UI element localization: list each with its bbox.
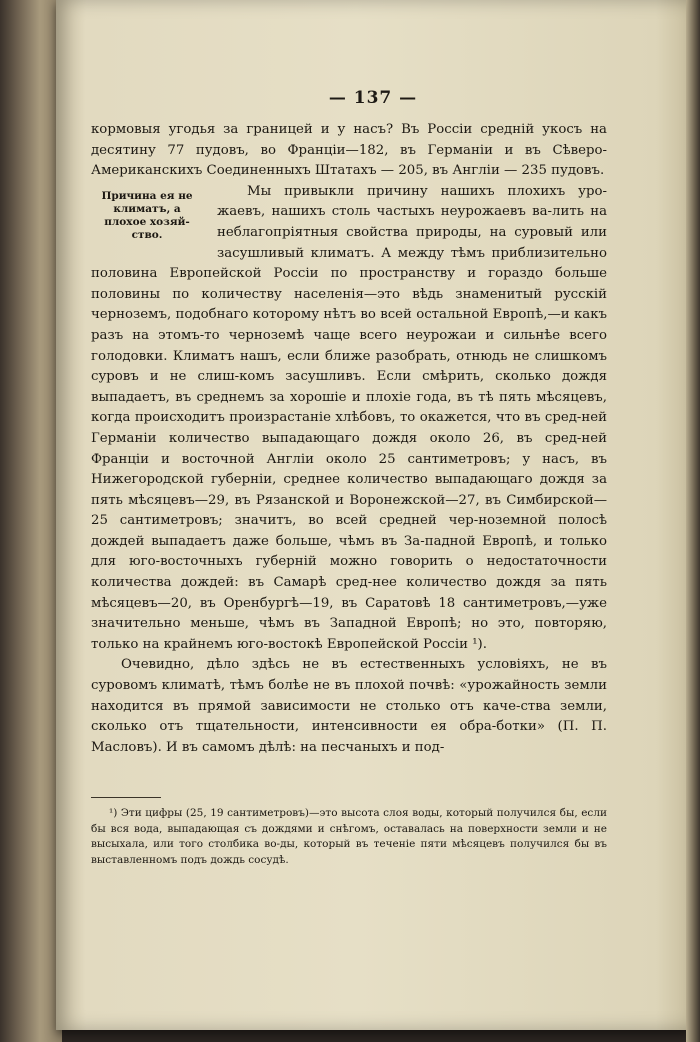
footnotes (91, 806, 607, 868)
paragraph-1: кормовыя угодья за границей и у насъ? Въ Россіи средній укосъ на десятину 77 пудовъ, во Франціи—182, въ Германіи и въ Сѣверо-Американскихъ Соединенныхъ Штатахъ — 205, въ Англіи — 235 пудовъ. (91, 122, 607, 179)
book-page (56, 0, 690, 1030)
paragraph-2: Мы привыкли причину нашихъ плохихъ уро-жаевъ, нашихъ столь частыхъ неурожаевъ ва-лить на неблагопріятныя свойства природы, на суровый или засушливый климатъ. А между тѣмъ приблизительно половина Европейской Россіи по пространству и гораздо больше половины по количеству населенія—это вѣдь знаменитый русскій черноземъ, подобнаго которому нѣтъ во всей остальной Европѣ,—и какъ разъ на этомъ-то черноземѣ чаще всего неурожаи и сильнѣе всего голодовки. Климатъ нашъ, если ближе разобрать, отнюдь не слишкомъ суровъ и не слиш-комъ засушливъ. Если смѣрить, сколько дождя выпадаетъ, въ среднемъ за хорошіе и плохіе года, въ тѣ пять мѣсяцевъ, когда происходитъ произрастаніе хлѣбовъ, то окажется, что въ сред-ней Германіи количество выпадающаго дождя около 26, въ сред-ней Франціи и восточной Англіи около 25 сантиметровъ; у насъ, въ Нижегородской губерніи, среднее количество выпадающаго дождя за пять мѣсяцевъ—29, въ Рязанской и Воронежской—27, въ Симбирской—25 сантиметровъ; значитъ, во всей средней чер-ноземной полосѣ дождей выпадаетъ даже больше, чѣмъ въ За-падной Европѣ, и только для юго-восточныхъ губерній можно говорить о недостаточности количества дождей: въ Самарѣ сред-нее количество дождя за пять мѣсяцевъ—20, въ Оренбургѣ—19, въ Саратовѣ 18 сантиметровъ,—уже значительно меньше, чѣмъ въ Западной Европѣ; но это, повторяю, только на крайнемъ юго-востокѣ Европейской Россіи ¹). (91, 183, 607, 652)
footnote-1: ¹) Эти цифры (25, 19 сантиметровъ)—это высота слоя воды, который получился бы, если бы вся вода, выпадающая съ дождями и снѣгомъ, оставалась на поверхности земли и не высыхала, или того столбика во-ды, который въ теченіе пяти мѣсяцевъ получился бы въ выставленномъ подъ дождь сосудѣ. (91, 807, 607, 866)
margin-note: Причина ея не климатъ, а плохое хозяй-ство. (101, 189, 193, 241)
paragraph-3: Очевидно, дѣло здѣсь не въ естественныхъ условіяхъ, не въ суровомъ климатѣ, тѣмъ болѣе не въ плохой почвѣ: «урожайность земли находится въ прямой зависимости не столько отъ каче-ства земли, сколько отъ тщательности, интенсивности ея обра-ботки» (П. П. Масловъ). И въ самомъ дѣлѣ: на песчаныхъ и под- (91, 657, 607, 755)
main-text (91, 120, 607, 758)
footnote-rule (91, 797, 161, 798)
page-right-edge (686, 0, 700, 1042)
facing-page-edge (0, 0, 62, 1042)
page-number: — 137 — (328, 88, 418, 108)
